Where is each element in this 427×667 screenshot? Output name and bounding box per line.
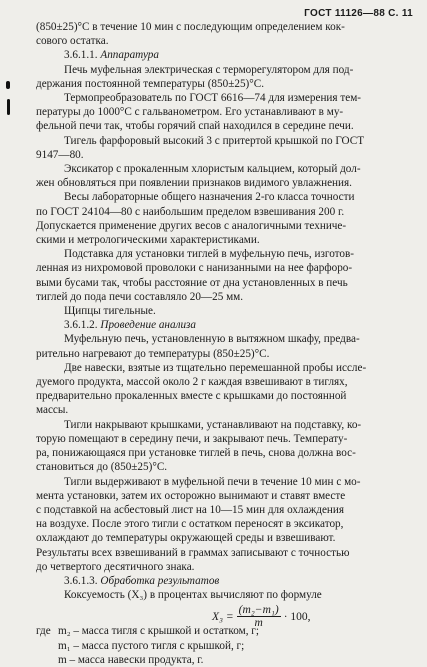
text-line: держания постоянной температуры (850±25)°С. xyxy=(36,77,264,90)
running-header: ГОСТ 11126—88 С. 11 xyxy=(304,8,413,19)
text-line: Тигли накрывают крышками, устанавливают на подставку, ко- xyxy=(64,418,362,431)
text-line: массы. xyxy=(36,404,69,417)
formula-fraction xyxy=(237,604,281,629)
text-line: Подставка для установки тиглей в муфельную печь, изготов- xyxy=(64,248,354,261)
text-line: торую помещают в середину печи, и закрывают печь. Температу- xyxy=(36,432,348,445)
section-heading: 3.6.1.1. Аппаратура xyxy=(64,49,159,62)
text-line: фельной печи так, чтобы горячий спай находился в середине печи. xyxy=(36,120,354,133)
section-heading: 3.6.1.2. Проведение анализа xyxy=(64,319,197,332)
section-heading: 3.6.1.3. Обработка результатов xyxy=(64,574,220,587)
text-line: пературы до 1000°С с гальванометром. Его устанавливают в му- xyxy=(36,106,344,119)
text-line: Весы лабораторные общего назначения 2-го класса точности xyxy=(64,191,355,204)
formula-legend-item: где m₂ – масса тигля с крышкой и остатком, г; xyxy=(36,625,260,638)
formula-lhs: X₃ = xyxy=(212,610,234,623)
text-line: Печь муфельная электрическая с терморегулятором для под- xyxy=(64,63,354,76)
text-line: Щипцы тигельные. xyxy=(64,305,156,318)
text-line: Муфельную печь, установленную в вытяжном шкафу, предва- xyxy=(64,333,360,346)
text-line: рительно нагревают до температуры (850±25)°С. xyxy=(36,347,270,360)
text-line: Эксикатор с прокаленным хлористым кальцием, который дол- xyxy=(64,163,361,176)
text-line: жен обновляться при появлении признаков видимого увлажнения. xyxy=(36,177,352,190)
text-line: Результаты всех взвешиваний в граммах записывают с точностью xyxy=(36,546,350,559)
text-line: мента установки, затем их осторожно вынимают и ставят вместе xyxy=(36,489,346,502)
text-line: тиглей до пода печи составляло 20—25 мм. xyxy=(36,290,244,303)
text-line: дуемого продукта, массой около 2 г каждая взвешивают в тиглях, xyxy=(36,376,348,389)
formula-numerator: (m₂−m₁) xyxy=(238,604,279,617)
document-body xyxy=(36,20,408,667)
text-line: 9147—80. xyxy=(36,148,84,161)
text-line: (850±25)°С в течение 10 мин с последующим определением кок- xyxy=(36,21,345,33)
coking-formula xyxy=(212,604,311,629)
text-line: Термопреобразователь по ГОСТ 6616—74 для измерения тем- xyxy=(64,92,362,105)
text-line: до четвертого десятичного знака. xyxy=(36,560,195,573)
text-line: выми бусами так, чтобы расстояние от дна установленных в печь xyxy=(36,276,348,289)
formula-legend-item: m – масса навески продукта, г. xyxy=(58,653,204,666)
formula-denominator: m xyxy=(254,617,263,630)
text-line: предварительно прокаленных вместе с крышками до постоянной xyxy=(36,390,347,403)
formula-block xyxy=(36,602,408,630)
text-line: по ГОСТ 24104—80 с наибольшим пределом взвешивания 200 г. xyxy=(36,205,345,218)
text-line: Допускается применение других весов с аналогичными техниче- xyxy=(36,219,347,232)
text-line: Тигли выдерживают в муфельной печи в течение 10 мин с мо- xyxy=(64,475,361,488)
text-line: на воздухе. После этого тигли с остатком переносят в эксикатор, xyxy=(36,518,344,531)
text-line: сового остатка. xyxy=(36,35,109,48)
text-line: Две навески, взятые из тщательно перемешанной пробы иссле- xyxy=(64,361,367,374)
formula-rhs: · 100, xyxy=(283,610,311,623)
text-line: Тигель фарфоровый высокий 3 с притертой крышкой по ГОСТ xyxy=(64,134,365,147)
text-line: ленная из нихромовой проволоки с нанизанными на нее фарфоро- xyxy=(36,262,353,275)
text-line: ра, понижающаяся при установке тиглей в печь, снова должна вос- xyxy=(36,447,356,460)
text-line: скими и метрологическими характеристиками. xyxy=(36,234,260,247)
text-line: становиться до (850±25)°С. xyxy=(36,461,168,474)
text-line: с подставкой на асбестовый лист на 10—15 мин для охлаждения xyxy=(36,503,345,516)
margin-ink-mark xyxy=(7,99,10,115)
formula-legend-item: m₁ – масса пустого тигля с крышкой, г; xyxy=(58,639,245,652)
margin-ink-mark xyxy=(6,81,10,89)
text-line: Коксуемость (X₃) в процентах вычисляют по формуле xyxy=(64,589,322,602)
text-line: охлаждают до температуры окружающей среды и взвешивают. xyxy=(36,532,336,545)
